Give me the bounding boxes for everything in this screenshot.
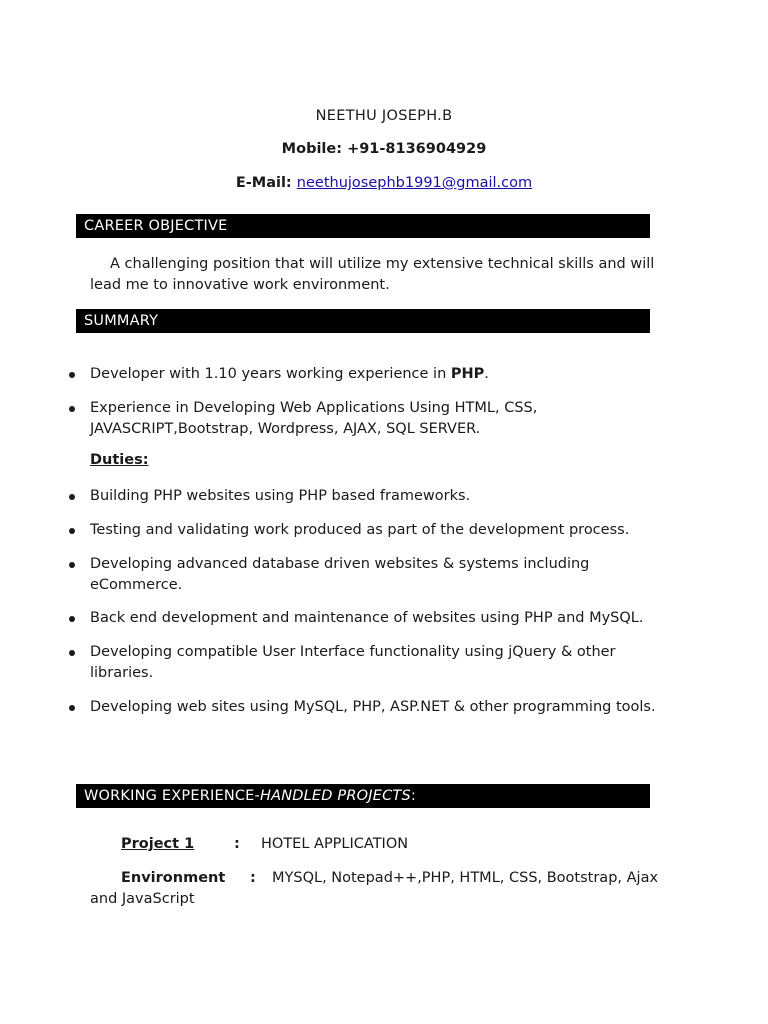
duty-item-text: Testing and validating work produced as part of the development process.: [90, 522, 630, 538]
duty-item: [90, 642, 680, 684]
environment-value: MYSQL, Notepad++,PHP, HTML, CSS, Bootstrap, Ajax: [272, 870, 659, 886]
duty-item-text: Building PHP websites using PHP based frameworks.: [90, 488, 471, 504]
summary-item-emphasis: PHP: [450, 366, 485, 382]
working-experience-heading: [76, 784, 650, 808]
project-label: Project 1: [121, 836, 195, 852]
duty-item: [90, 520, 680, 541]
summary-item: [90, 398, 680, 440]
duty-item: [90, 554, 680, 596]
bullet-icon: [69, 494, 75, 500]
bullet-icon: [69, 562, 75, 568]
environment-row: [90, 868, 690, 910]
environment-colon: :: [250, 870, 256, 886]
bullet-icon: [69, 650, 75, 656]
summary-heading: SUMMARY: [76, 309, 650, 333]
duties-heading: Duties:: [90, 452, 149, 468]
career-objective-heading: CAREER OBJECTIVE: [76, 214, 650, 238]
duty-item-text: Developing web sites using MySQL, PHP, ASP.NET & other programming tools.: [90, 699, 656, 715]
email-link[interactable]: neethujosephb1991@gmail.com: [296, 175, 533, 191]
summary-item: [90, 364, 680, 385]
duty-item-text: Developing advanced database driven websites & systems including eCommerce.: [90, 556, 590, 593]
project-name: HOTEL APPLICATION: [261, 836, 409, 852]
summary-item-text: Experience in Developing Web Applications Using HTML, CSS, JAVASCRIPT,Bootstrap, Wordpress, AJAX, SQL SERVER.: [90, 400, 538, 437]
email-line: [0, 175, 768, 191]
working-experience-heading-text: WORKING EXPERIENCE-: [84, 788, 260, 804]
bullet-icon: [69, 406, 75, 412]
project-colon: :: [234, 836, 240, 852]
duty-item-text: Back end development and maintenance of websites using PHP and MySQL.: [90, 610, 644, 626]
duty-item: [90, 486, 680, 507]
duty-item-text: Developing compatible User Interface functionality using jQuery & other libraries.: [90, 644, 616, 681]
working-experience-heading-italic: HANDLED PROJECTS: [259, 788, 411, 804]
environment-value-wrap: and JavaScript: [90, 891, 195, 907]
summary-item-text: Developer with 1.10 years working experience in: [90, 366, 451, 382]
duty-item: [90, 697, 680, 718]
mobile-number: Mobile: +91-8136904929: [281, 141, 487, 157]
email-label: E-Mail:: [235, 175, 297, 191]
bullet-icon: [69, 528, 75, 534]
summary-item-suffix: .: [484, 366, 489, 382]
bullet-icon: [69, 616, 75, 622]
bullet-icon: [69, 372, 75, 378]
project-row: [90, 834, 690, 855]
candidate-name: NEETHU JOSEPH.B: [315, 108, 453, 124]
bullet-icon: [69, 705, 75, 711]
environment-label: Environment: [121, 870, 226, 886]
career-objective-text: A challenging position that will utilize my extensive technical skills and will lead me to innovative work environment.: [90, 256, 655, 293]
duty-item: [90, 608, 680, 629]
working-experience-heading-colon: :: [410, 788, 416, 804]
